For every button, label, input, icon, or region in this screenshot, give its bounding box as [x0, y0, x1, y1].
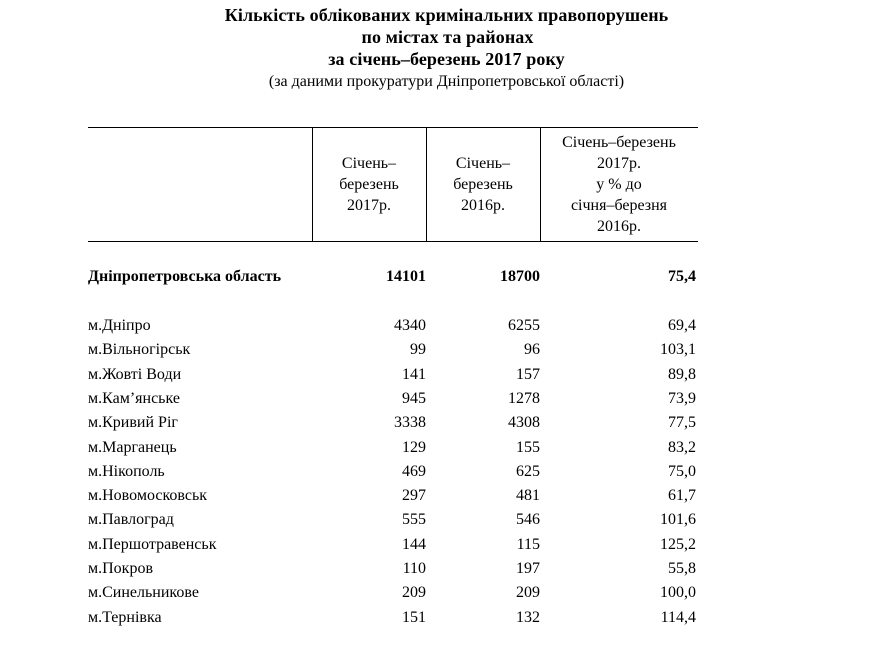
value-2016: 18700	[500, 268, 540, 285]
value-percent: 75,4	[668, 268, 696, 285]
table-row	[88, 338, 698, 362]
value-2017: 555	[402, 511, 426, 529]
value-percent: 75,0	[668, 462, 696, 480]
value-2017: 129	[402, 438, 426, 456]
value-percent: 77,5	[668, 414, 696, 432]
value-2016: 625	[516, 462, 540, 480]
value-2017: 297	[402, 487, 426, 505]
subtitle: (за даними прокуратури Дніпропетровської області)	[268, 73, 625, 90]
table-row	[88, 557, 698, 581]
city-name: м.Павлоград	[88, 511, 174, 529]
table-row	[88, 581, 698, 605]
value-percent: 69,4	[668, 317, 696, 334]
value-2016: 157	[516, 365, 540, 383]
city-name: м.Кривий Ріг	[88, 414, 178, 432]
title-line-3: за січень–березень 2017 року	[328, 49, 565, 69]
crime-table	[88, 127, 698, 626]
value-2016: 132	[516, 608, 540, 626]
value-2017: 469	[402, 462, 426, 480]
header-jan-mar-2016: Січень– березень 2016р.	[453, 155, 513, 214]
city-name: м.Марганець	[88, 438, 177, 456]
value-percent: 125,2	[660, 535, 696, 553]
value-2017: 3338	[394, 414, 426, 432]
value-2017: 209	[402, 584, 426, 602]
value-percent: 101,6	[660, 511, 696, 529]
value-percent: 73,9	[668, 389, 696, 407]
value-percent: 114,4	[660, 608, 696, 626]
value-2016: 96	[524, 341, 540, 359]
region-name: Дніпропетровська область	[88, 268, 282, 285]
value-2017: 4340	[394, 317, 426, 334]
city-name: м.Покров	[88, 560, 154, 577]
value-2016: 481	[516, 487, 540, 505]
city-name: м.Тернівка	[88, 608, 162, 626]
value-percent: 55,8	[668, 560, 696, 577]
city-name: м.Нікополь	[88, 462, 165, 480]
value-2016: 4308	[508, 414, 540, 432]
table-row	[88, 387, 698, 411]
title-line-2: по містах та районах	[361, 27, 534, 47]
table-row	[88, 314, 698, 338]
value-2016: 546	[516, 511, 540, 529]
value-2017: 151	[402, 608, 426, 626]
table-header-rule	[88, 241, 698, 242]
table-row	[88, 484, 698, 508]
value-percent: 83,2	[668, 438, 696, 456]
city-name: м.Жовті Води	[88, 365, 182, 383]
city-name: м.Новомосковськ	[88, 487, 208, 505]
value-2016: 115	[516, 535, 540, 553]
city-name: м.Дніпро	[88, 317, 151, 334]
value-percent: 61,7	[668, 487, 696, 505]
table-row	[88, 363, 698, 387]
city-name: м.Вільногірськ	[88, 341, 191, 359]
header-percent: Січень–березень 2017р. у % до січня–березня 2016р.	[562, 134, 676, 235]
value-2016: 197	[516, 560, 540, 577]
table-row	[88, 436, 698, 460]
value-percent: 100,0	[660, 584, 696, 602]
city-name: м.Кам’янське	[88, 389, 180, 407]
value-2016: 1278	[508, 389, 540, 407]
table-row	[88, 606, 698, 630]
value-2017: 141	[402, 365, 426, 383]
value-2017: 14101	[386, 268, 426, 285]
value-2016: 209	[516, 584, 540, 602]
total-row	[88, 265, 698, 289]
city-name: м.Синельникове	[88, 584, 199, 602]
value-2017: 110	[402, 560, 426, 577]
table-row	[88, 460, 698, 484]
table-row	[88, 533, 698, 557]
table-header	[88, 128, 698, 241]
title-block	[0, 4, 869, 92]
value-2016: 155	[516, 438, 540, 456]
value-2017: 945	[402, 389, 426, 407]
header-jan-mar-2017: Січень– березень 2017р.	[339, 155, 399, 214]
title-line-1: Кількість облікованих кримінальних правопорушень	[224, 5, 669, 25]
table-row	[88, 411, 698, 435]
value-percent: 89,8	[668, 365, 696, 383]
table-row	[88, 508, 698, 532]
value-2016: 6255	[508, 317, 540, 334]
value-2017: 144	[402, 535, 426, 553]
value-2017: 99	[410, 341, 426, 359]
city-name: м.Першотравенськ	[88, 535, 217, 553]
value-percent: 103,1	[660, 341, 696, 359]
